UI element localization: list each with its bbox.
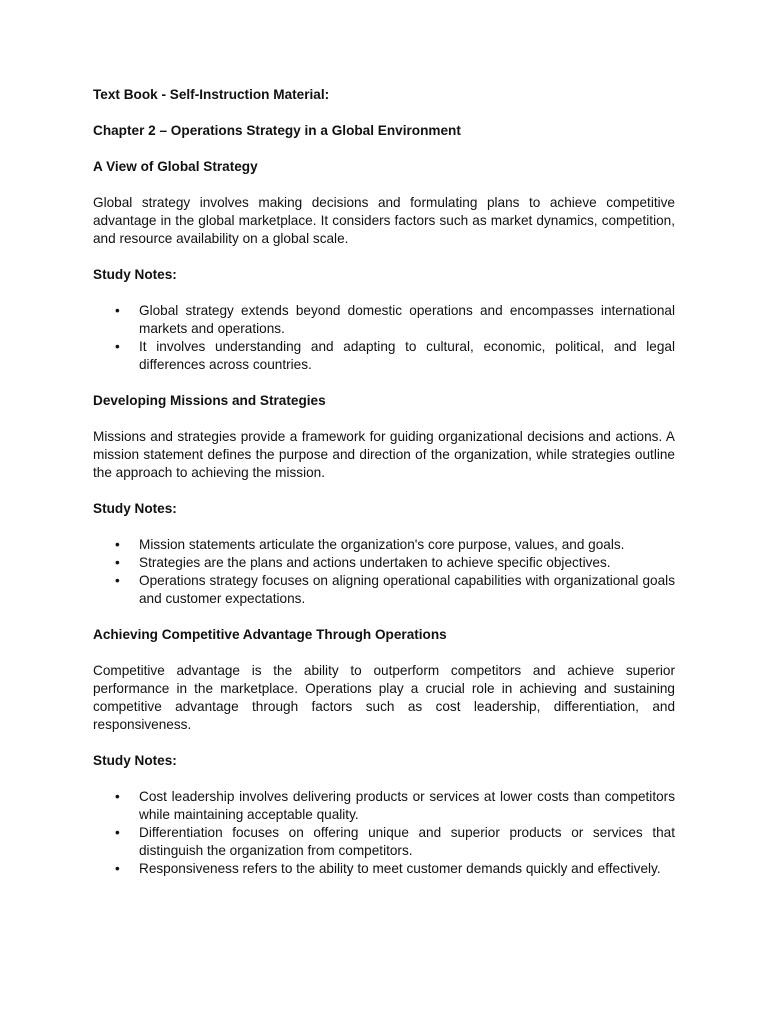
section-global-strategy xyxy=(93,158,675,374)
list-item-text: Differentiation focuses on offering unique and superior products or services that distinguish the organization from competitors. xyxy=(139,825,675,858)
section-paragraph: Global strategy involves making decisions and formulating plans to achieve competitive advantage in the global marketplace. It considers factors such as market dynamics, competition, and resource availability on a global scale. xyxy=(93,195,675,246)
bullet-icon: • xyxy=(115,825,120,840)
study-notes-list xyxy=(93,536,675,608)
study-notes-title: Study Notes: xyxy=(93,501,177,516)
bullet-icon: • xyxy=(115,303,120,318)
list-item xyxy=(93,554,675,572)
bullet-icon: • xyxy=(115,555,120,570)
bullet-icon: • xyxy=(115,573,120,588)
list-item xyxy=(93,572,675,608)
list-item-text: It involves understanding and adapting to cultural, economic, political, and legal differences across countries. xyxy=(139,339,675,372)
chapter-title: Chapter 2 – Operations Strategy in a Global Environment xyxy=(93,123,461,138)
study-notes-title: Study Notes: xyxy=(93,267,177,282)
list-item xyxy=(93,788,675,824)
section-heading: A View of Global Strategy xyxy=(93,159,258,174)
list-item-text: Mission statements articulate the organization's core purpose, values, and goals. xyxy=(139,537,625,552)
bullet-icon: • xyxy=(115,537,120,552)
bullet-icon: • xyxy=(115,789,120,804)
list-item xyxy=(93,302,675,338)
section-competitive-advantage xyxy=(93,626,675,878)
list-item-text: Operations strategy focuses on aligning operational capabilities with organizational goals and customer expectations. xyxy=(139,573,675,606)
list-item-text: Responsiveness refers to the ability to meet customer demands quickly and effectively. xyxy=(139,861,661,876)
list-item xyxy=(93,338,675,374)
section-heading: Achieving Competitive Advantage Through Operations xyxy=(93,627,447,642)
list-item xyxy=(93,536,675,554)
study-notes-list xyxy=(93,788,675,878)
section-missions-strategies xyxy=(93,392,675,608)
section-paragraph: Competitive advantage is the ability to outperform competitors and achieve superior performance in the marketplace. Operations play a crucial role in achieving and sustaining competitive advantage through factors such as cost leadership, differentiation, and responsiveness. xyxy=(93,663,675,732)
bullet-icon: • xyxy=(115,339,120,354)
list-item xyxy=(93,860,675,878)
study-notes-list xyxy=(93,302,675,374)
section-paragraph: Missions and strategies provide a framework for guiding organizational decisions and actions. A mission statement defines the purpose and direction of the organization, while strategies outline the approach to achieving the mission. xyxy=(93,429,675,480)
document-page xyxy=(93,86,675,896)
list-item-text: Cost leadership involves delivering products or services at lower costs than competitors while maintaining acceptable quality. xyxy=(139,789,675,822)
section-heading: Developing Missions and Strategies xyxy=(93,393,326,408)
list-item xyxy=(93,824,675,860)
bullet-icon: • xyxy=(115,861,120,876)
document-title: Text Book - Self-Instruction Material: xyxy=(93,87,330,102)
list-item-text: Strategies are the plans and actions undertaken to achieve specific objectives. xyxy=(139,555,611,570)
list-item-text: Global strategy extends beyond domestic operations and encompasses international markets and operations. xyxy=(139,303,675,336)
study-notes-title: Study Notes: xyxy=(93,753,177,768)
